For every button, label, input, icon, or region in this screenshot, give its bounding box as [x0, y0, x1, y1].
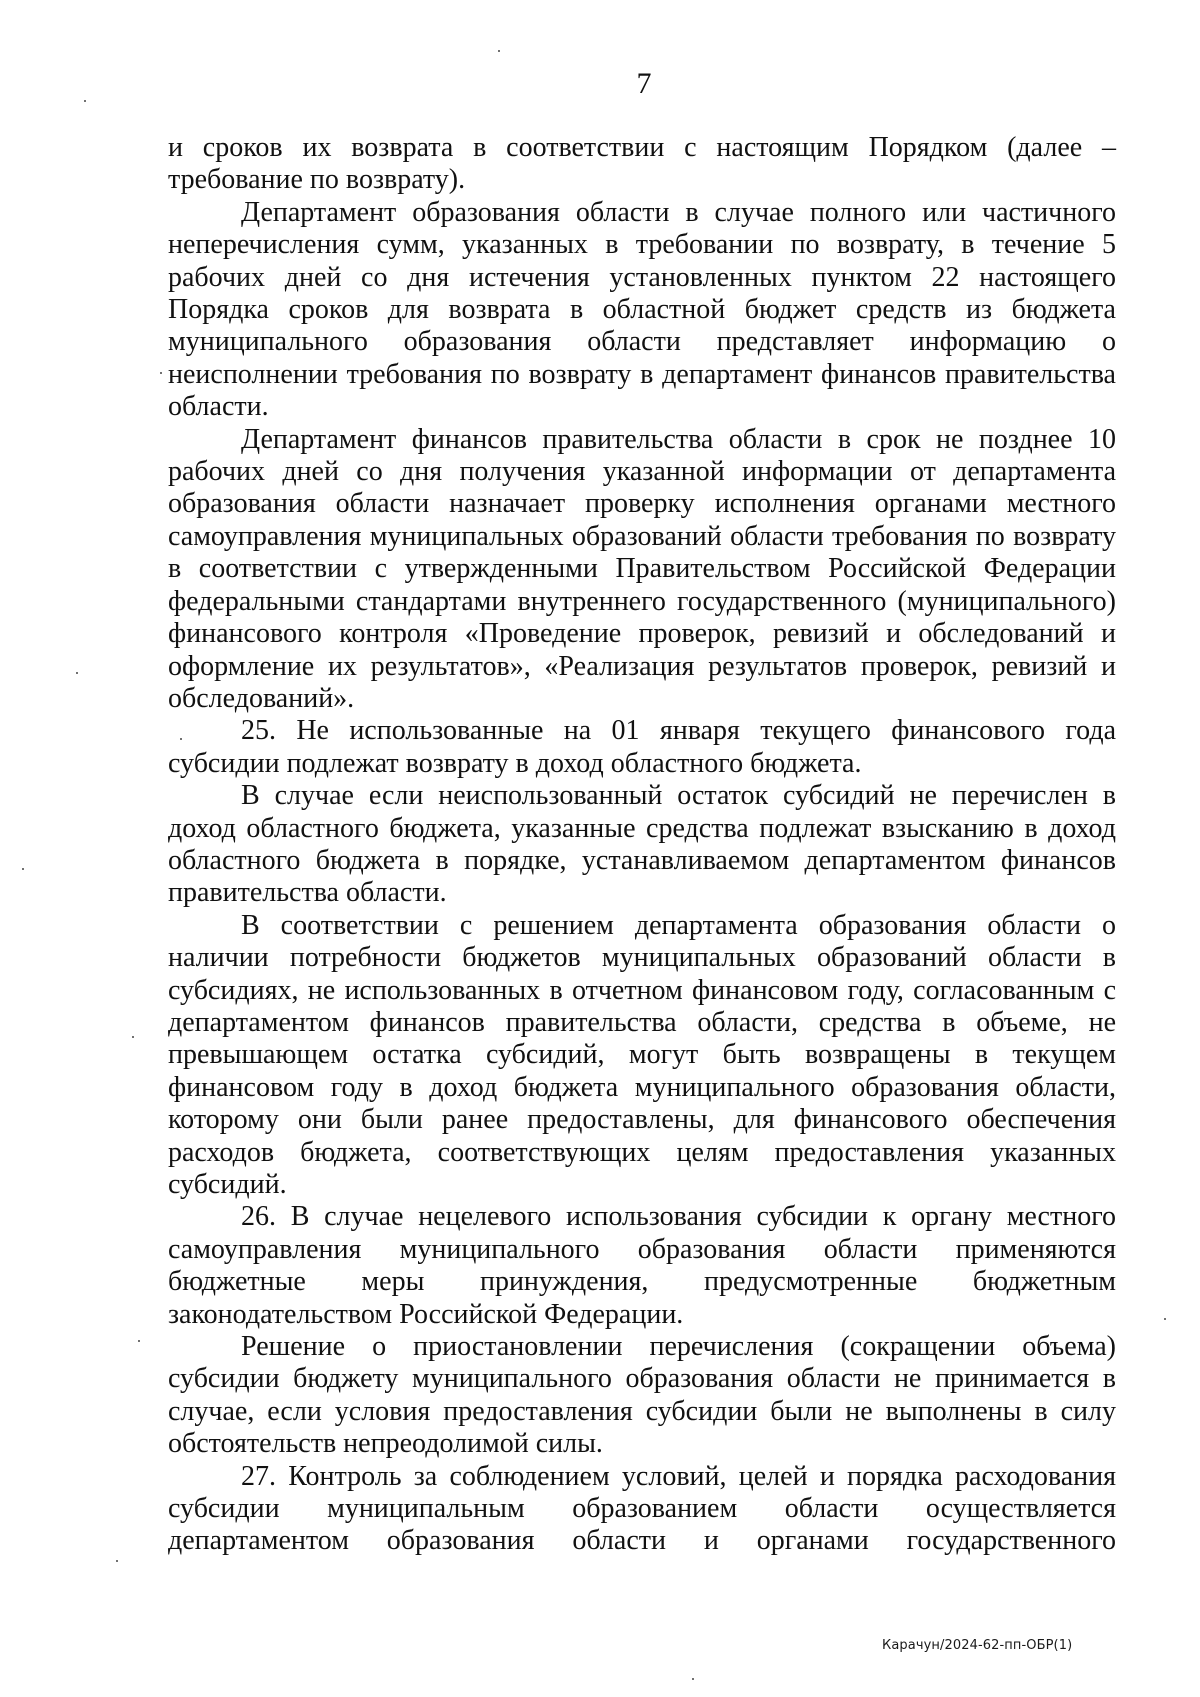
scan-speck	[498, 50, 500, 52]
scan-speck	[132, 1036, 134, 1038]
page-number: 7	[636, 67, 652, 100]
paragraph-continuation: и сроков их возврата в соответствии с настоящим Порядком (далее – требование по возврату).	[168, 132, 1116, 196]
paragraph-item-27: 27. Контроль за соблюдением условий, целей и порядка расходования субсидии муниципальным образованием области осуществляется департаментом образования области и органами государственного	[168, 1460, 1116, 1557]
paragraph-return-of-funds: В соответствии с решением департамента образования области о наличии потребности бюджетов муниципальных образований области в субсидиях, не использованных в отчетном финансовом году, согласованным с департаментом финансов правительства области, средства в объеме, не превышающем остатка субсидий, могут быть возвращены в текущем финансовом году в доход бюджета муниципального образования области, которому они были ранее предоставлены, для финансового обеспечения расходов бюджета, соответствующих целям предоставления указанных субсидий.	[168, 909, 1116, 1200]
scan-speck	[160, 372, 162, 374]
paragraph-unused-balance: В случае если неиспользованный остаток субсидий не перечислен в доход областного бюджета, указанные средства подлежат взысканию в доход областного бюджета в порядке, устанавливаемом департаментом финансов правительства области.	[168, 780, 1116, 909]
scan-speck	[180, 738, 182, 740]
paragraph-item-25: 25. Не использованные на 01 января текущего финансового года субсидии подлежат возврату в доход областного бюджета.	[168, 715, 1116, 779]
scan-speck	[1164, 1318, 1166, 1320]
document-body	[168, 132, 1116, 1558]
document-registration-code: Карачун/2024-62-пп-ОБР(1)	[882, 1638, 1073, 1653]
paragraph-nonpayment-info: Департамент образования области в случае полного или частичного неперечисления сумм, указанных в требовании по возврату, в течение 5 рабочих дней со дня истечения установленных пунктом 22 настоящего Порядка сроков для возврата в областной бюджет средств из бюджета муниципального образования области представляет информацию о неисполнении требования по возврату в департамент финансов правительства области.	[168, 196, 1116, 423]
scan-speck	[22, 868, 24, 870]
scan-speck	[76, 672, 78, 674]
scan-speck	[116, 1560, 118, 1562]
paragraph-suspension-decision: Решение о приостановлении перечисления (сокращении объема) субсидии бюджету муниципального образования области не принимается в случае, если условия предоставления субсидии были не выполнены в силу обстоятельств непреодолимой силы.	[168, 1331, 1116, 1460]
paragraph-item-26: 26. В случае нецелевого использования субсидии к органу местного самоуправления муниципального образования области применяются бюджетные меры принуждения, предусмотренные бюджетным законодательством Российской Федерации.	[168, 1201, 1116, 1330]
scan-speck	[138, 1340, 140, 1342]
scan-speck	[84, 100, 86, 102]
scan-speck	[692, 1678, 694, 1680]
paragraph-finance-audit: Департамент финансов правительства области в срок не позднее 10 рабочих дней со дня получения указанной информации от департамента образования области назначает проверку исполнения органами местного самоуправления муниципальных образований области требования по возврату в соответствии с утвержденными Правительством Российской Федерации федеральными стандартами внутреннего государственного (муниципального) финансового контроля «Проведение проверок, ревизий и обследований и оформление их результатов», «Реализация результатов проверок, ревизий и обследований».	[168, 423, 1116, 714]
